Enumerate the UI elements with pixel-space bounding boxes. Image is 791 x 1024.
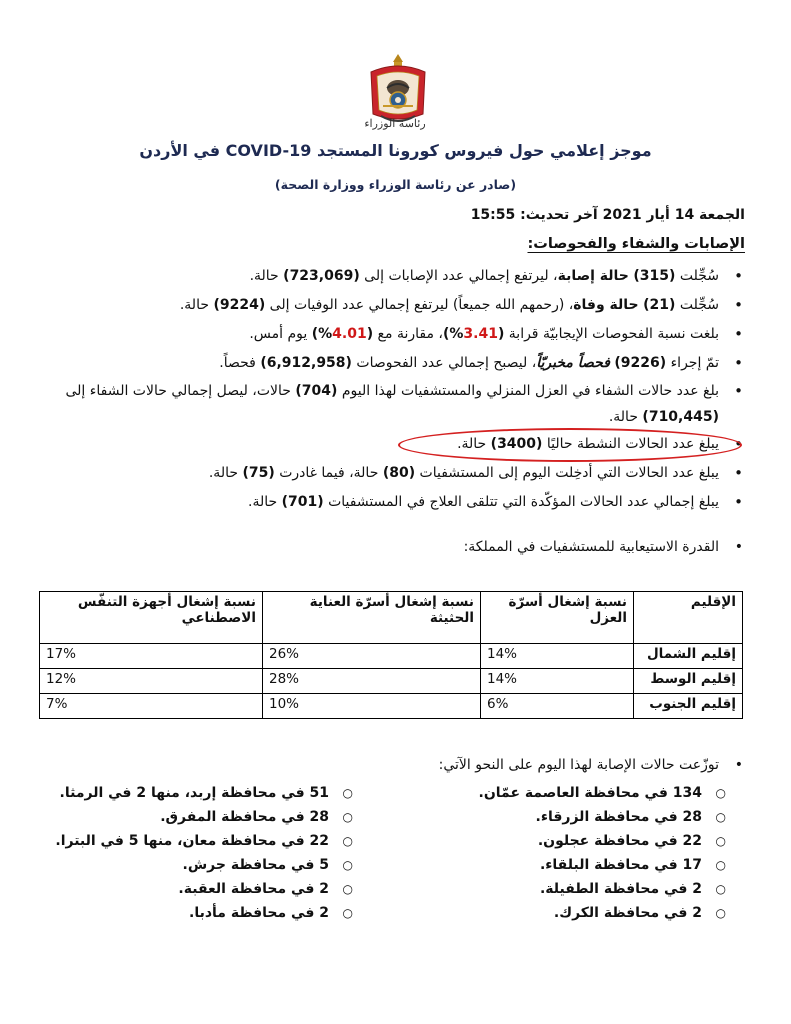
list-item: ○ 22 في محافظة معان، منها 5 في البترا.: [55, 830, 353, 854]
list-item: ○ 22 في محافظة عجلون.: [479, 830, 726, 854]
list-item: ○ 134 في محافظة العاصمة عمّان.: [479, 782, 726, 806]
document-subtitle: (صادر عن رئاسة الوزراء ووزارة الصحة): [274, 177, 517, 192]
list-item-infections: • سُجِّلت (315) حالة إصابة، ليرتفع إجمالي عدد الإصابات إلى (723,069) حالة.: [44, 262, 745, 291]
table-row: إقليم الجنوب 6% 10% 7%: [40, 694, 743, 719]
list-item: ○ 51 في محافظة إربد، منها 2 في الرمثا.: [55, 782, 353, 806]
table-row: إقليم الوسط 14% 28% 12%: [40, 669, 743, 694]
document-title: موجز إعلامي حول فيروس كورونا المستجد COVID-19 في الأردن: [139, 141, 652, 160]
list-item-admissions: • يبلغ عدد الحالات التي أدخِلت اليوم إلى المستشفيات (80) حالة، فيما غادرت (75) حالة.: [44, 459, 745, 488]
col-header-ventilators: نسبة إشغال أجهزة التنفّس الاصطناعي: [40, 592, 263, 644]
col-header-region: الإقليم: [634, 592, 743, 644]
capacity-heading: • القدرة الاستيعابية للمستشفيات في المملكة:: [464, 539, 745, 555]
list-item: ○ 2 في محافظة مأدبا.: [55, 902, 353, 926]
list-item: ○ 2 في محافظة الكرك.: [479, 902, 726, 926]
emblem-caption: رئاسة الوزراء: [364, 117, 426, 130]
list-item: ○ 28 في محافظة المفرق.: [55, 806, 353, 830]
list-item: ○ 2 في محافظة العقبة.: [55, 878, 353, 902]
distribution-list-left: [55, 782, 353, 926]
section-title: الإصابات والشفاء والفحوصات:: [527, 236, 745, 252]
capacity-table: [39, 591, 743, 719]
list-item-deaths: • سُجِّلت (21) حالة وفاة، (رحمهم الله جميعاً) ليرتفع إجمالي عدد الوفيات إلى (9224) حالة.: [44, 291, 745, 320]
distribution-heading: • توزّعت حالات الإصابة لهذا اليوم على النحو الآتي:: [439, 757, 745, 773]
list-item-recoveries: • بلغ عدد حالات الشفاء في العزل المنزلي والمستشفيات لهذا اليوم (704) حالات، ليصل إجمالي حالات الشفاء إلى (710,445) حالة.: [44, 378, 745, 430]
stats-list: [44, 262, 745, 517]
table-row: إقليم الشمال 14% 26% 17%: [40, 644, 743, 669]
list-item-active-cases: • يبلغ عدد الحالات النشطة حاليًا (3400) حالة.: [44, 430, 745, 459]
positivity-today: 3.41: [463, 326, 498, 342]
date-line: الجمعة 14 أيار 2021 آخر تحديث: 15:55: [470, 207, 745, 223]
list-item-positivity: • بلغت نسبة الفحوصات الإيجابيّة قرابة (3.41%)، مقارنة مع (4.01%) يوم أمس.: [44, 320, 745, 349]
table-header-row: [40, 592, 743, 644]
handdrawn-highlight-ellipse: [398, 428, 742, 462]
list-item-hospitalized: • يبلغ إجمالي عدد الحالات المؤكّدة التي تتلقى العلاج في المستشفيات (701) حالة.: [44, 488, 745, 517]
list-item: ○ 28 في محافظة الزرقاء.: [479, 806, 726, 830]
col-header-icu: نسبة إشغال أسرّة العناية الحثيثة: [263, 592, 481, 644]
col-header-isolation: نسبة إشغال أسرّة العزل: [481, 592, 634, 644]
list-item: ○ 5 في محافظة جرش.: [55, 854, 353, 878]
distribution-list-right: [479, 782, 726, 926]
list-item-tests: • تمّ إجراء (9226) فحصاً مخبريّاً، ليصبح إجمالي عدد الفحوصات (6,912,958) فحصاً.: [44, 349, 745, 378]
list-item: ○ 2 في محافظة الطفيلة.: [479, 878, 726, 902]
list-item: ○ 17 في محافظة البلقاء.: [479, 854, 726, 878]
positivity-yesterday: 4.01: [332, 326, 367, 342]
